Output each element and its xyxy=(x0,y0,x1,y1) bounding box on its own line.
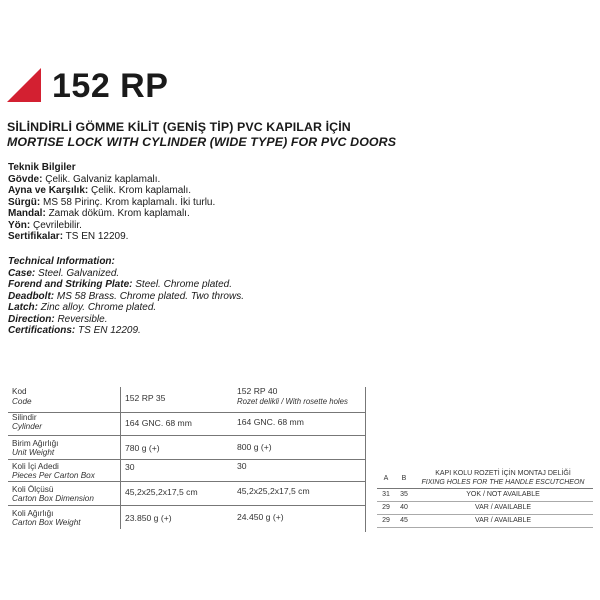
product-title: 152 RP xyxy=(52,67,169,105)
cell-value: 24.450 g (+) xyxy=(237,511,284,522)
row-label-en: Cylinder xyxy=(12,422,43,431)
table-row xyxy=(377,502,593,515)
row-label-tr: Birim Ağırlığı xyxy=(12,438,59,448)
table-row xyxy=(8,387,366,412)
row-label-en: Carton Box Weight xyxy=(12,518,81,527)
cell-b: 45 xyxy=(395,515,413,528)
table-header-row xyxy=(377,470,593,489)
cell-value: 30 xyxy=(121,459,234,481)
column-header-b: B xyxy=(395,470,413,489)
table-row xyxy=(377,515,593,528)
column-header-a: A xyxy=(377,470,395,489)
info-row: Direction: Reversible. xyxy=(8,313,108,325)
row-label-en: Unit Weight xyxy=(12,448,55,457)
row-label-tr: Koli Ölçüsü xyxy=(12,484,54,494)
table-row xyxy=(377,489,593,502)
cell-availability: YOK / NOT AVAILABLE xyxy=(413,489,593,502)
table-divider xyxy=(365,387,366,532)
cell-a: 29 xyxy=(377,502,395,515)
holes-title-tr: KAPI KOLU ROZETİ İÇİN MONTAJ DELİĞİ xyxy=(435,470,571,477)
row-label-en: Code xyxy=(12,396,32,406)
info-heading: Teknik Bilgiler xyxy=(8,162,76,173)
info-row: Sertifikalar: TS EN 12209. xyxy=(8,231,129,242)
technical-info-turkish xyxy=(8,162,215,243)
cell-value: 800 g (+) xyxy=(233,435,366,459)
row-label-tr: Koli Ağırlığı xyxy=(12,508,54,518)
cell-value: 164 GNC. 68 mm xyxy=(233,412,366,435)
info-row: Latch: Zinc alloy. Chrome plated. xyxy=(8,302,157,313)
table-row xyxy=(8,435,366,459)
cell-value: 45,2x25,2x17,5 cm xyxy=(233,481,366,505)
subtitle-english: MORTISE LOCK WITH CYLINDER (WIDE TYPE) FOR PVC DOORS xyxy=(7,135,397,149)
row-label-en: Pieces Per Carton Box xyxy=(12,471,95,480)
spec-table xyxy=(8,387,366,529)
table-row xyxy=(8,459,366,481)
cell-b: 35 xyxy=(395,489,413,502)
info-row: Sürgü: MS 58 Pirinç. Krom kaplamalı. İki turlu. xyxy=(8,196,216,208)
cell-value: 30 xyxy=(233,459,366,481)
cell-value: 23.850 g (+) xyxy=(125,512,172,523)
row-label-tr: Kod xyxy=(12,387,27,396)
cell-value: 152 RP 40 xyxy=(237,386,278,396)
table-row xyxy=(8,505,366,529)
subtitle-turkish: SİLİNDİRLİ GÖMME KİLİT (GENİŞ TİP) PVC KAPILAR İÇİN xyxy=(7,120,351,134)
cell-value: 780 g (+) xyxy=(121,435,234,459)
row-label-tr: Koli İçi Adedi xyxy=(12,461,59,471)
cell-note: Rozet delikli / With rosette holes xyxy=(237,396,348,406)
table-row xyxy=(8,481,366,505)
row-label-tr: Silindir xyxy=(12,412,37,422)
info-row: Yön: Çevrilebilir. xyxy=(8,219,82,231)
info-row: Forend and Striking Plate: Steel. Chrome plated. xyxy=(8,279,232,290)
technical-info-english xyxy=(8,256,244,337)
row-label-en: Carton Box Dimension xyxy=(12,494,94,503)
cell-value: 164 GNC. 68 mm xyxy=(121,412,234,435)
fixing-holes-table xyxy=(377,470,593,528)
cell-a: 31 xyxy=(377,489,395,502)
cell-b: 40 xyxy=(395,502,413,515)
info-row: Gövde: Çelik. Galvaniz kaplamalı. xyxy=(8,173,161,185)
cell-availability: VAR / AVAILABLE xyxy=(413,515,593,528)
info-row: Deadbolt: MS 58 Brass. Chrome plated. Two throws. xyxy=(8,290,244,302)
info-row: Case: Steel. Galvanized. xyxy=(8,267,120,279)
cell-value: 152 RP 35 xyxy=(121,387,234,412)
cell-a: 29 xyxy=(377,515,395,528)
brand-triangle-icon xyxy=(7,68,41,102)
info-heading: Technical Information: xyxy=(8,256,115,267)
cell-availability: VAR / AVAILABLE xyxy=(413,502,593,515)
info-row: Mandal: Zamak döküm. Krom kaplamalı. xyxy=(8,208,190,219)
table-row xyxy=(8,412,366,435)
holes-title-en: FIXING HOLES FOR THE HANDLE ESCUTCHEON xyxy=(421,478,585,486)
info-row: Ayna ve Karşılık: Çelik. Krom kaplamalı. xyxy=(8,185,192,196)
cell-value: 45,2x25,2x17,5 cm xyxy=(121,481,234,505)
info-row: Certifications: TS EN 12209. xyxy=(8,325,141,336)
